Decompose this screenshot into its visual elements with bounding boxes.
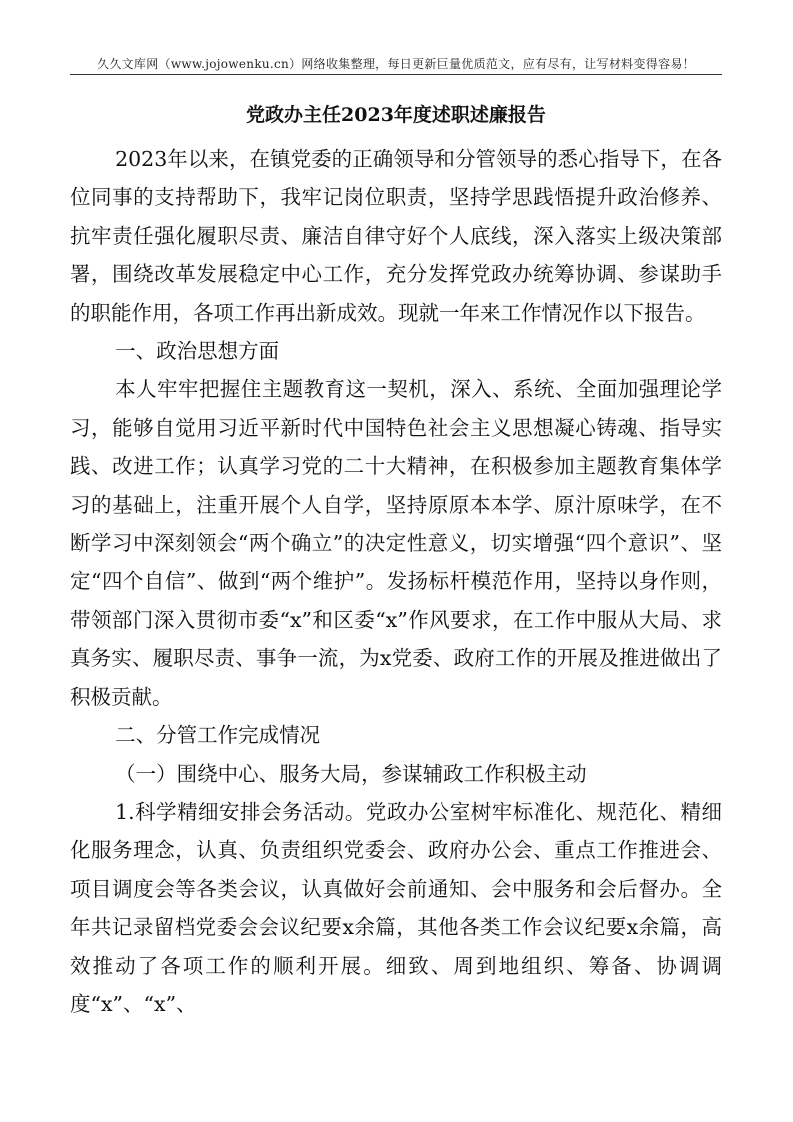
subsection-heading-1: （一）围绕中心、服务大局，参谋辅政工作积极主动 (115, 761, 587, 786)
paragraph-meetings: 1.科学精细安排会务活动。党政办公室树牢标准化、规范化、精细化服务理念，认真、负责组织党委会、政府办公会、重点工作推进会、项目调度会等各类会议，认真做好会前通知、会中服务和会后督办。全年共记录留档党委会会议纪要x余篇，其他各类工作会议纪要x余篇，高效推动了各项工作的顺利开展。细致、周到地组织、筹备、协调调度“x”、“x”、 (70, 799, 722, 1016)
header-divider (70, 74, 722, 75)
page-header: 久久文库网（www.jojowenku.cn）网络收集整理，每日更新巨量优质范文，应有尽有，让写材料变得容易！ (97, 57, 695, 71)
paragraph-intro: 2023年以来，在镇党委的正确领导和分管领导的悉心指导下，在各位同事的支持帮助下，我牢记岗位职责，坚持学思践悟提升政治修养、抗牢责任强化履职尽责、廉洁自律守好个人底线，深入落实上级决策部署，围绕改革发展稳定中心工作，充分发挥党政办统筹协调、参谋助手的职能作用，各项工作再出新成效。现就一年来工作情况作以下报告。 (70, 147, 722, 325)
section-heading-2: 二、分管工作完成情况 (115, 723, 321, 748)
section-heading-1: 一、政治思想方面 (115, 339, 280, 364)
document-title: 党政办主任2023年度述职述廉报告 (246, 104, 546, 126)
paragraph-political: 本人牢牢把握住主题教育这一契机，深入、系统、全面加强理论学习，能够自觉用习近平新时代中国特色社会主义思想凝心铸魂、指导实践、改进工作；认真学习党的二十大精神，在积极参加主题教育集体学习的基础上，注重开展个人自学，坚持原原本本学、原汁原味学，在不断学习中深刻领会“两个确立”的决定性意义，切实增强“四个意识”、坚定“四个自信”、做到“两个维护”。发扬标杆模范作用，坚持以身作则，带领部门深入贯彻市委“x”和区委“x”作风要求，在工作中服从大局、求真务实、履职尽责、事争一流，为x党委、政府工作的开展及推进做出了积极贡献。 (70, 377, 722, 709)
document-body (70, 140, 722, 1023)
